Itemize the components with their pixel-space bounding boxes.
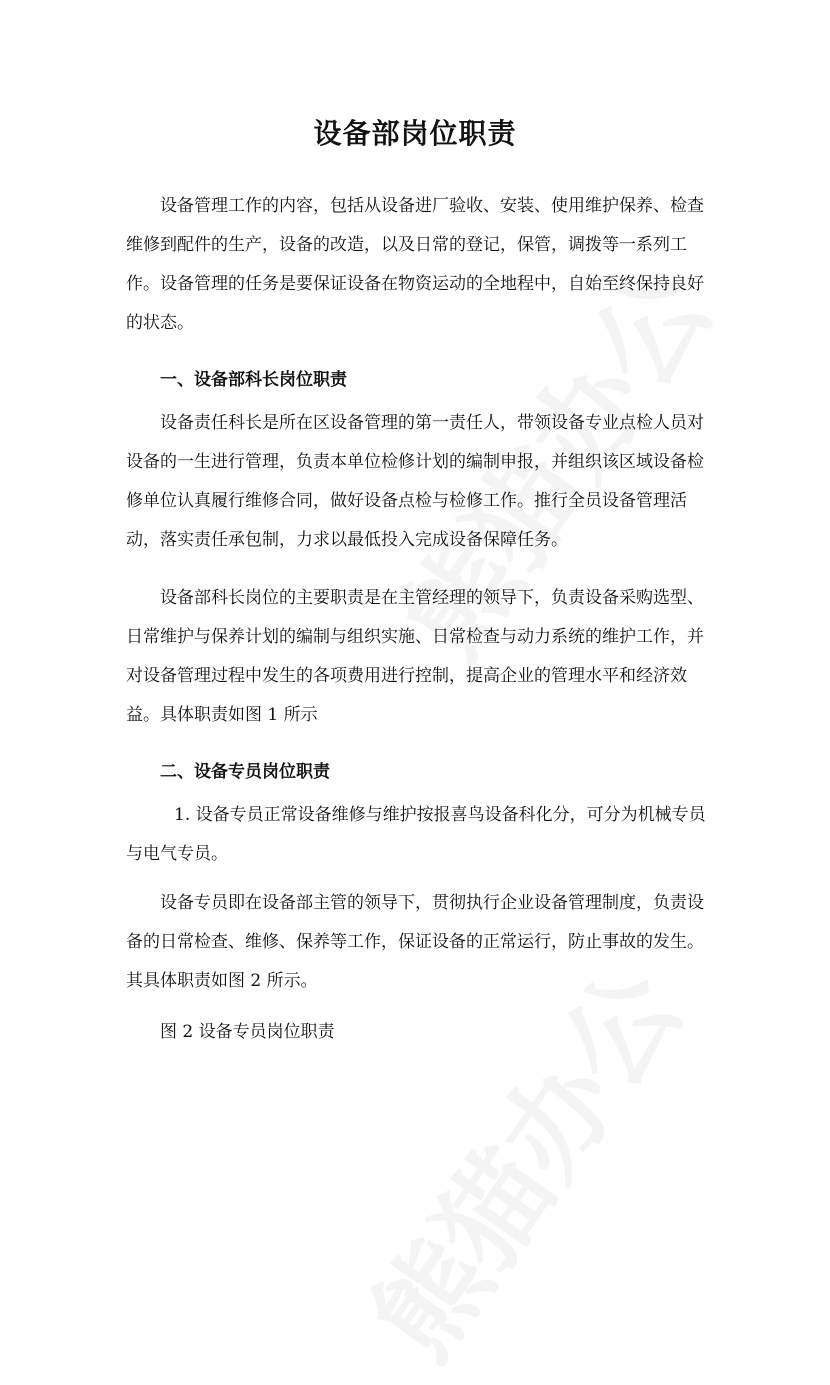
text-line: 修单位认真履行维修合同，做好设备点检与检修工作。推行全员设备管理活: [126, 491, 687, 511]
text-line: 作。设备管理的任务是要保证设备在物资运动的全地程中，自始至终保持良好: [126, 274, 704, 294]
text-line: 设备管理工作的内容，包括从设备进厂验收、安装、使用维护保养、检查: [160, 196, 704, 216]
text-line: 设备责任科长是所在区设备管理的第一责任人，带领设备专业点检人员对: [160, 413, 704, 433]
text-line: 设备的一生进行管理，负责本单位检修计划的编制申报，并组织该区域设备检: [126, 452, 704, 472]
text-line: 设备专员即在设备部主管的领导下，贯彻执行企业设备管理制度，负责设: [160, 893, 704, 913]
text-line: 对设备管理过程中发生的各项费用进行控制，提高企业的管理水平和经济效: [126, 666, 687, 686]
section2-list-item-1: [126, 796, 710, 874]
text-line: 的状态。: [126, 313, 194, 333]
watermark: [329, 933, 711, 1384]
text-line: 备的日常检查、维修、保养等工作，保证设备的正常运行，防止事故的发生。: [126, 932, 704, 952]
text-line: 1. 设备专员正常设备维修与维护按报喜鸟设备科化分，可分为机械专员: [174, 805, 706, 825]
text-line: 与电气专员。: [126, 844, 228, 864]
text-line: 维修到配件的生产，设备的改造，以及日常的登记，保管，调拨等一系列工: [126, 235, 687, 255]
text-line: 设备部科长岗位的主要职责是在主管经理的领导下，负责设备采购选型、: [160, 588, 704, 608]
text-line: 益。具体职责如图 1 所示: [126, 705, 318, 725]
text-line: 日常维护与保养计划的编制与组织实施、日常检查与动力系统的维护工作，并: [126, 627, 704, 647]
section1-paragraph-1: [126, 404, 710, 560]
section-heading-1: 一、设备部科长岗位职责: [160, 370, 347, 390]
figure-caption: [126, 1013, 710, 1052]
section2-paragraph-2: [126, 884, 710, 1001]
section1-paragraph-2: [126, 579, 710, 735]
text-line: 其具体职责如图 2 所示。: [126, 971, 318, 991]
text-line: 图 2 设备专员岗位职责: [160, 1022, 335, 1042]
intro-paragraph: [126, 187, 710, 343]
section-heading-2: 二、设备专员岗位职责: [160, 762, 330, 782]
page-title: 设备部岗位职责: [313, 117, 517, 150]
text-line: 动，落实责任承包制，力求以最低投入完成设备保障任务。: [126, 530, 568, 550]
